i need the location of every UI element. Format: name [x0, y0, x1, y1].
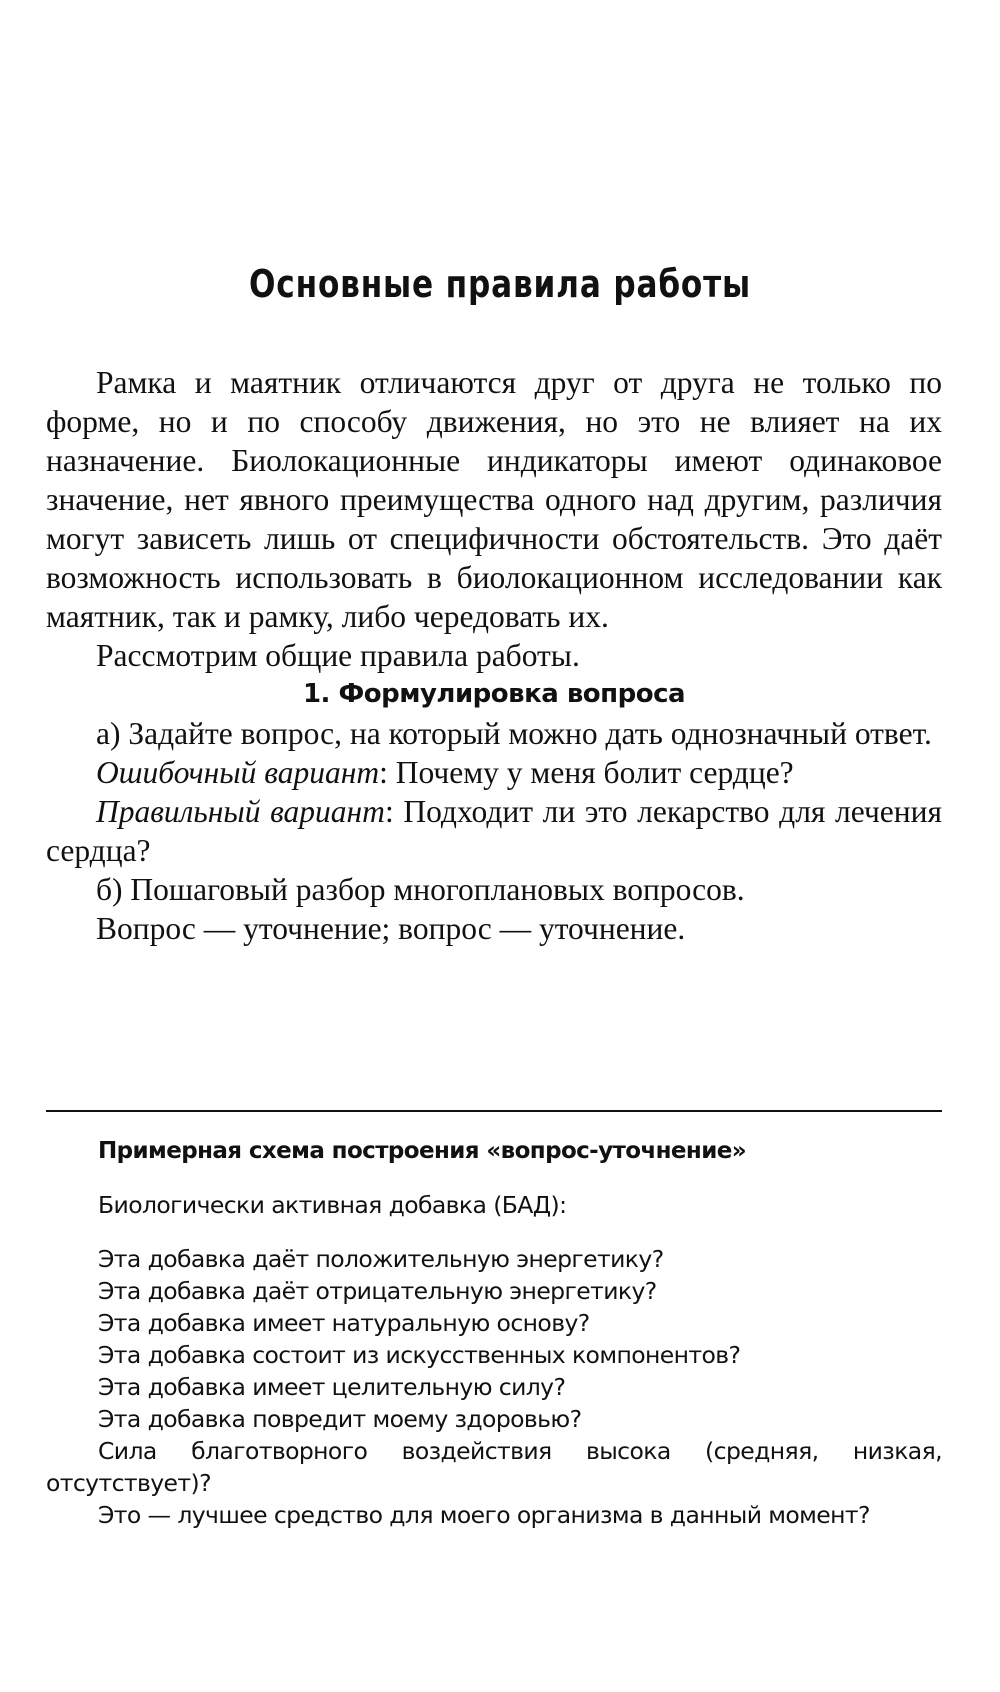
section-heading: 1. Формулировка вопроса	[302, 679, 686, 709]
box-title: Примерная схема построения «вопрос-уточнение»	[98, 1138, 746, 1164]
list-item: Эта добавка имеет натуральную основу?	[98, 1309, 590, 1337]
body-text	[46, 363, 942, 948]
item-b: б) Пошаговый разбор многоплановых вопросов.	[96, 872, 745, 907]
question-list	[46, 1243, 942, 1531]
wrong-variant-text: : Почему у меня болит сердце?	[379, 755, 794, 790]
example-box	[46, 1135, 942, 1531]
right-variant-text: : Подходит ли это лекарство для лечения сердца?	[46, 794, 942, 868]
right-variant-label: Правильный вариант	[96, 794, 385, 829]
item-b-detail: Вопрос — уточнение; вопрос — уточнение.	[96, 911, 686, 946]
wrong-variant-label: Ошибочный вариант	[96, 755, 380, 790]
item-a: а) Задайте вопрос, на который можно дать однозначный ответ.	[96, 716, 932, 751]
paragraph-intro: Рамка и маятник отличаются друг от друга не только по форме, но и по способу движения, но это не влияет на их назначение. Биолокационные индикаторы имеют одинаковое значение, нет явного преимущества одного над другим, различия могут зависеть лишь от специфичности обстоятельств. Это даёт возможность использовать в биолокационном исследовании как маятник, так и рамку, либо чередовать их.	[46, 365, 942, 634]
list-item: Эта добавка повредит моему здоровью?	[98, 1405, 582, 1433]
list-item: Сила благотворного воздействия высока (средняя, низкая, отсутствует)?	[46, 1437, 942, 1497]
box-intro: Биологически активная добавка (БАД):	[98, 1191, 567, 1219]
paragraph-general-rules: Рассмотрим общие правила работы.	[96, 638, 580, 673]
chapter-title: Основные правила работы	[248, 262, 752, 306]
list-item: Эта добавка даёт отрицательную энергетику?	[98, 1277, 657, 1305]
divider	[46, 1110, 942, 1112]
wrong-variant	[46, 753, 942, 792]
list-item: Эта добавка имеет целительную силу?	[98, 1373, 566, 1401]
list-item: Эта добавка состоит из искусственных компонентов?	[98, 1341, 741, 1369]
right-variant	[46, 792, 942, 870]
list-item: Это — лучшее средство для моего организма в данный момент?	[98, 1501, 870, 1529]
list-item: Эта добавка даёт положительную энергетику?	[98, 1245, 664, 1273]
